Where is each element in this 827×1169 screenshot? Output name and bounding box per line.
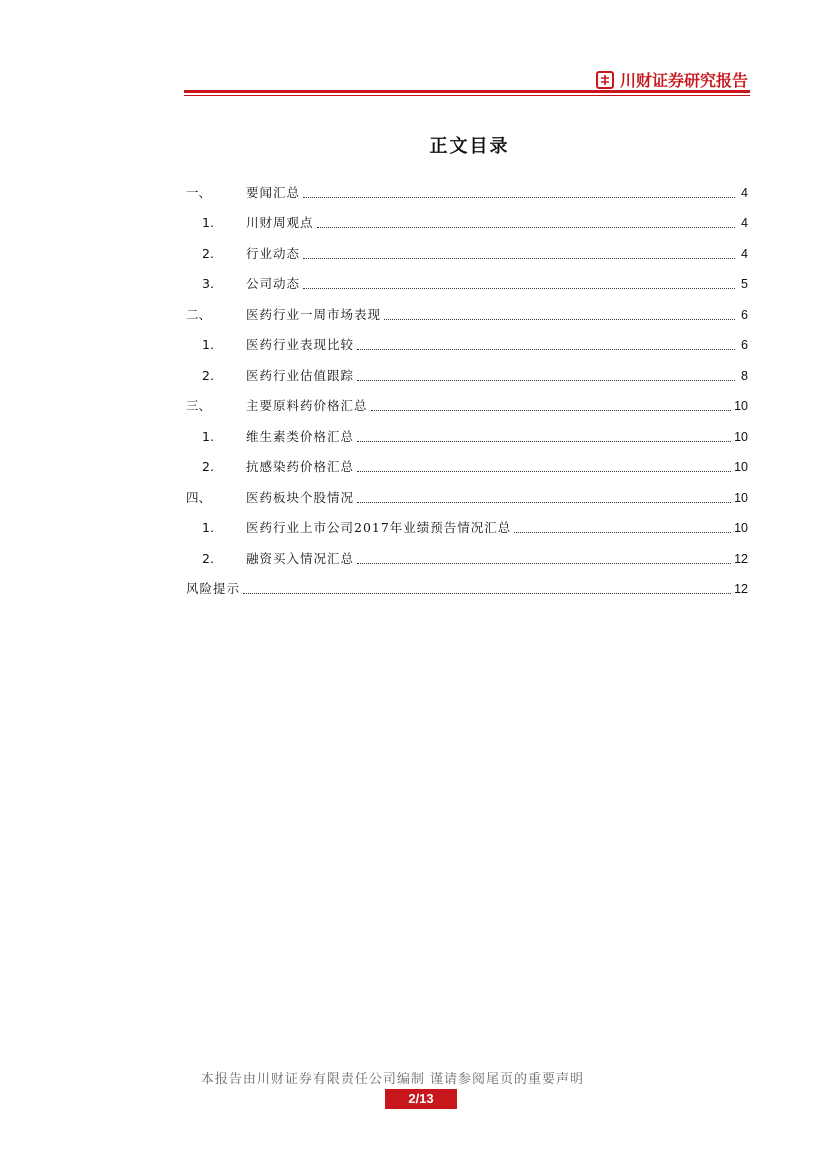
toc-entry-label: 医药板块个股情况 — [246, 489, 355, 505]
toc-entry-page: 6 — [741, 338, 748, 352]
toc-entry-label: 医药行业估值跟踪 — [246, 367, 355, 383]
toc-dot-leader — [303, 196, 735, 198]
toc-entry[interactable] — [186, 323, 748, 354]
page-header — [0, 0, 827, 100]
toc-entry[interactable] — [186, 231, 748, 262]
toc-entry-number: 2. — [202, 550, 214, 566]
toc-entry-page: 10 — [734, 490, 748, 505]
toc-entry[interactable] — [186, 414, 748, 445]
page-number-badge: 2/13 — [385, 1089, 457, 1109]
toc-entry-label: 川财周观点 — [246, 215, 314, 230]
toc-entry-label: 维生素类价格汇总 — [246, 428, 355, 444]
toc-dot-leader — [317, 226, 735, 228]
toc-entry-page: 10 — [734, 460, 748, 474]
toc-entry-label: 融资买入情况汇总 — [246, 550, 355, 566]
toc-entry-number: 2. — [202, 367, 214, 383]
toc-entry-page: 8 — [741, 368, 748, 383]
toc-entry[interactable] — [186, 262, 748, 293]
toc-entry-number: 一、 — [186, 184, 212, 200]
toc-entry-page: 12 — [734, 551, 748, 566]
toc-dot-leader — [357, 470, 731, 472]
toc-dot-leader — [384, 318, 735, 320]
toc-dot-leader — [303, 287, 735, 289]
toc-entry-page: 10 — [734, 521, 748, 535]
toc-entry-label: 公司动态 — [246, 276, 301, 291]
brand-name: 川财证券研究报告 — [619, 71, 748, 90]
toc-entry-label: 医药行业一周市场表现 — [246, 306, 382, 322]
toc-entry-number: 二、 — [186, 306, 212, 322]
toc-entry-label: 行业动态 — [246, 245, 301, 261]
toc-dot-leader — [357, 501, 731, 503]
toc-entry-number: 三、 — [186, 398, 212, 413]
toc-entry[interactable] — [186, 445, 748, 476]
toc-entry-label: 医药行业表现比较 — [246, 337, 355, 352]
toc-entry-label: 主要原料药价格汇总 — [246, 398, 368, 413]
toc-entry-page: 5 — [741, 277, 748, 291]
toc-entry[interactable] — [186, 475, 748, 506]
toc-entry-number: 1. — [202, 215, 214, 230]
toc-entry[interactable] — [186, 384, 748, 415]
chuancai-logo-icon — [596, 71, 614, 89]
toc-dot-leader — [303, 257, 735, 259]
toc-entry-page: 10 — [734, 429, 748, 444]
footer-disclaimer: 本报告由川财证券有限责任公司编制 谨请参阅尾页的重要声明 — [200, 1072, 585, 1087]
brand — [596, 68, 748, 91]
toc-entry-number: 1. — [202, 428, 214, 444]
toc-entry[interactable] — [186, 536, 748, 567]
header-rule-thin — [184, 95, 750, 96]
toc-entry-page: 4 — [741, 185, 748, 200]
toc-entry[interactable] — [186, 201, 748, 232]
header-rule — [184, 90, 750, 93]
toc-dot-leader — [357, 562, 731, 564]
toc-dot-leader — [514, 531, 731, 533]
toc-entry-number: 1. — [202, 337, 214, 352]
toc-entry-label: 抗感染药价格汇总 — [246, 459, 355, 474]
toc-entry[interactable] — [186, 170, 748, 201]
toc-dot-leader — [243, 592, 731, 594]
toc-entry[interactable] — [186, 567, 748, 598]
toc-entry-page: 12 — [734, 582, 748, 596]
toc-entry-number: 3. — [202, 276, 214, 291]
table-of-contents — [186, 170, 748, 597]
toc-entry-label: 风险提示 — [186, 581, 241, 596]
toc-entry-number: 四、 — [186, 489, 212, 505]
toc-entry-label: 要闻汇总 — [246, 184, 301, 200]
toc-entry-number: 1. — [202, 520, 214, 535]
toc-entry-page: 4 — [741, 246, 748, 261]
toc-dot-leader — [357, 379, 735, 381]
toc-entry-number: 2. — [202, 245, 214, 261]
toc-dot-leader — [371, 409, 732, 411]
toc-entry-page: 4 — [741, 216, 748, 230]
toc-entry-number: 2. — [202, 459, 214, 474]
toc-entry[interactable] — [186, 353, 748, 384]
toc-entry[interactable] — [186, 506, 748, 537]
toc-title: 正文目录 — [429, 136, 510, 157]
toc-dot-leader — [357, 348, 735, 350]
toc-entry-page: 6 — [741, 307, 748, 322]
toc-entry[interactable] — [186, 292, 748, 323]
toc-entry-page: 10 — [734, 399, 748, 413]
toc-entry-label: 医药行业上市公司2017年业绩预告情况汇总 — [246, 520, 512, 535]
toc-dot-leader — [357, 440, 731, 442]
